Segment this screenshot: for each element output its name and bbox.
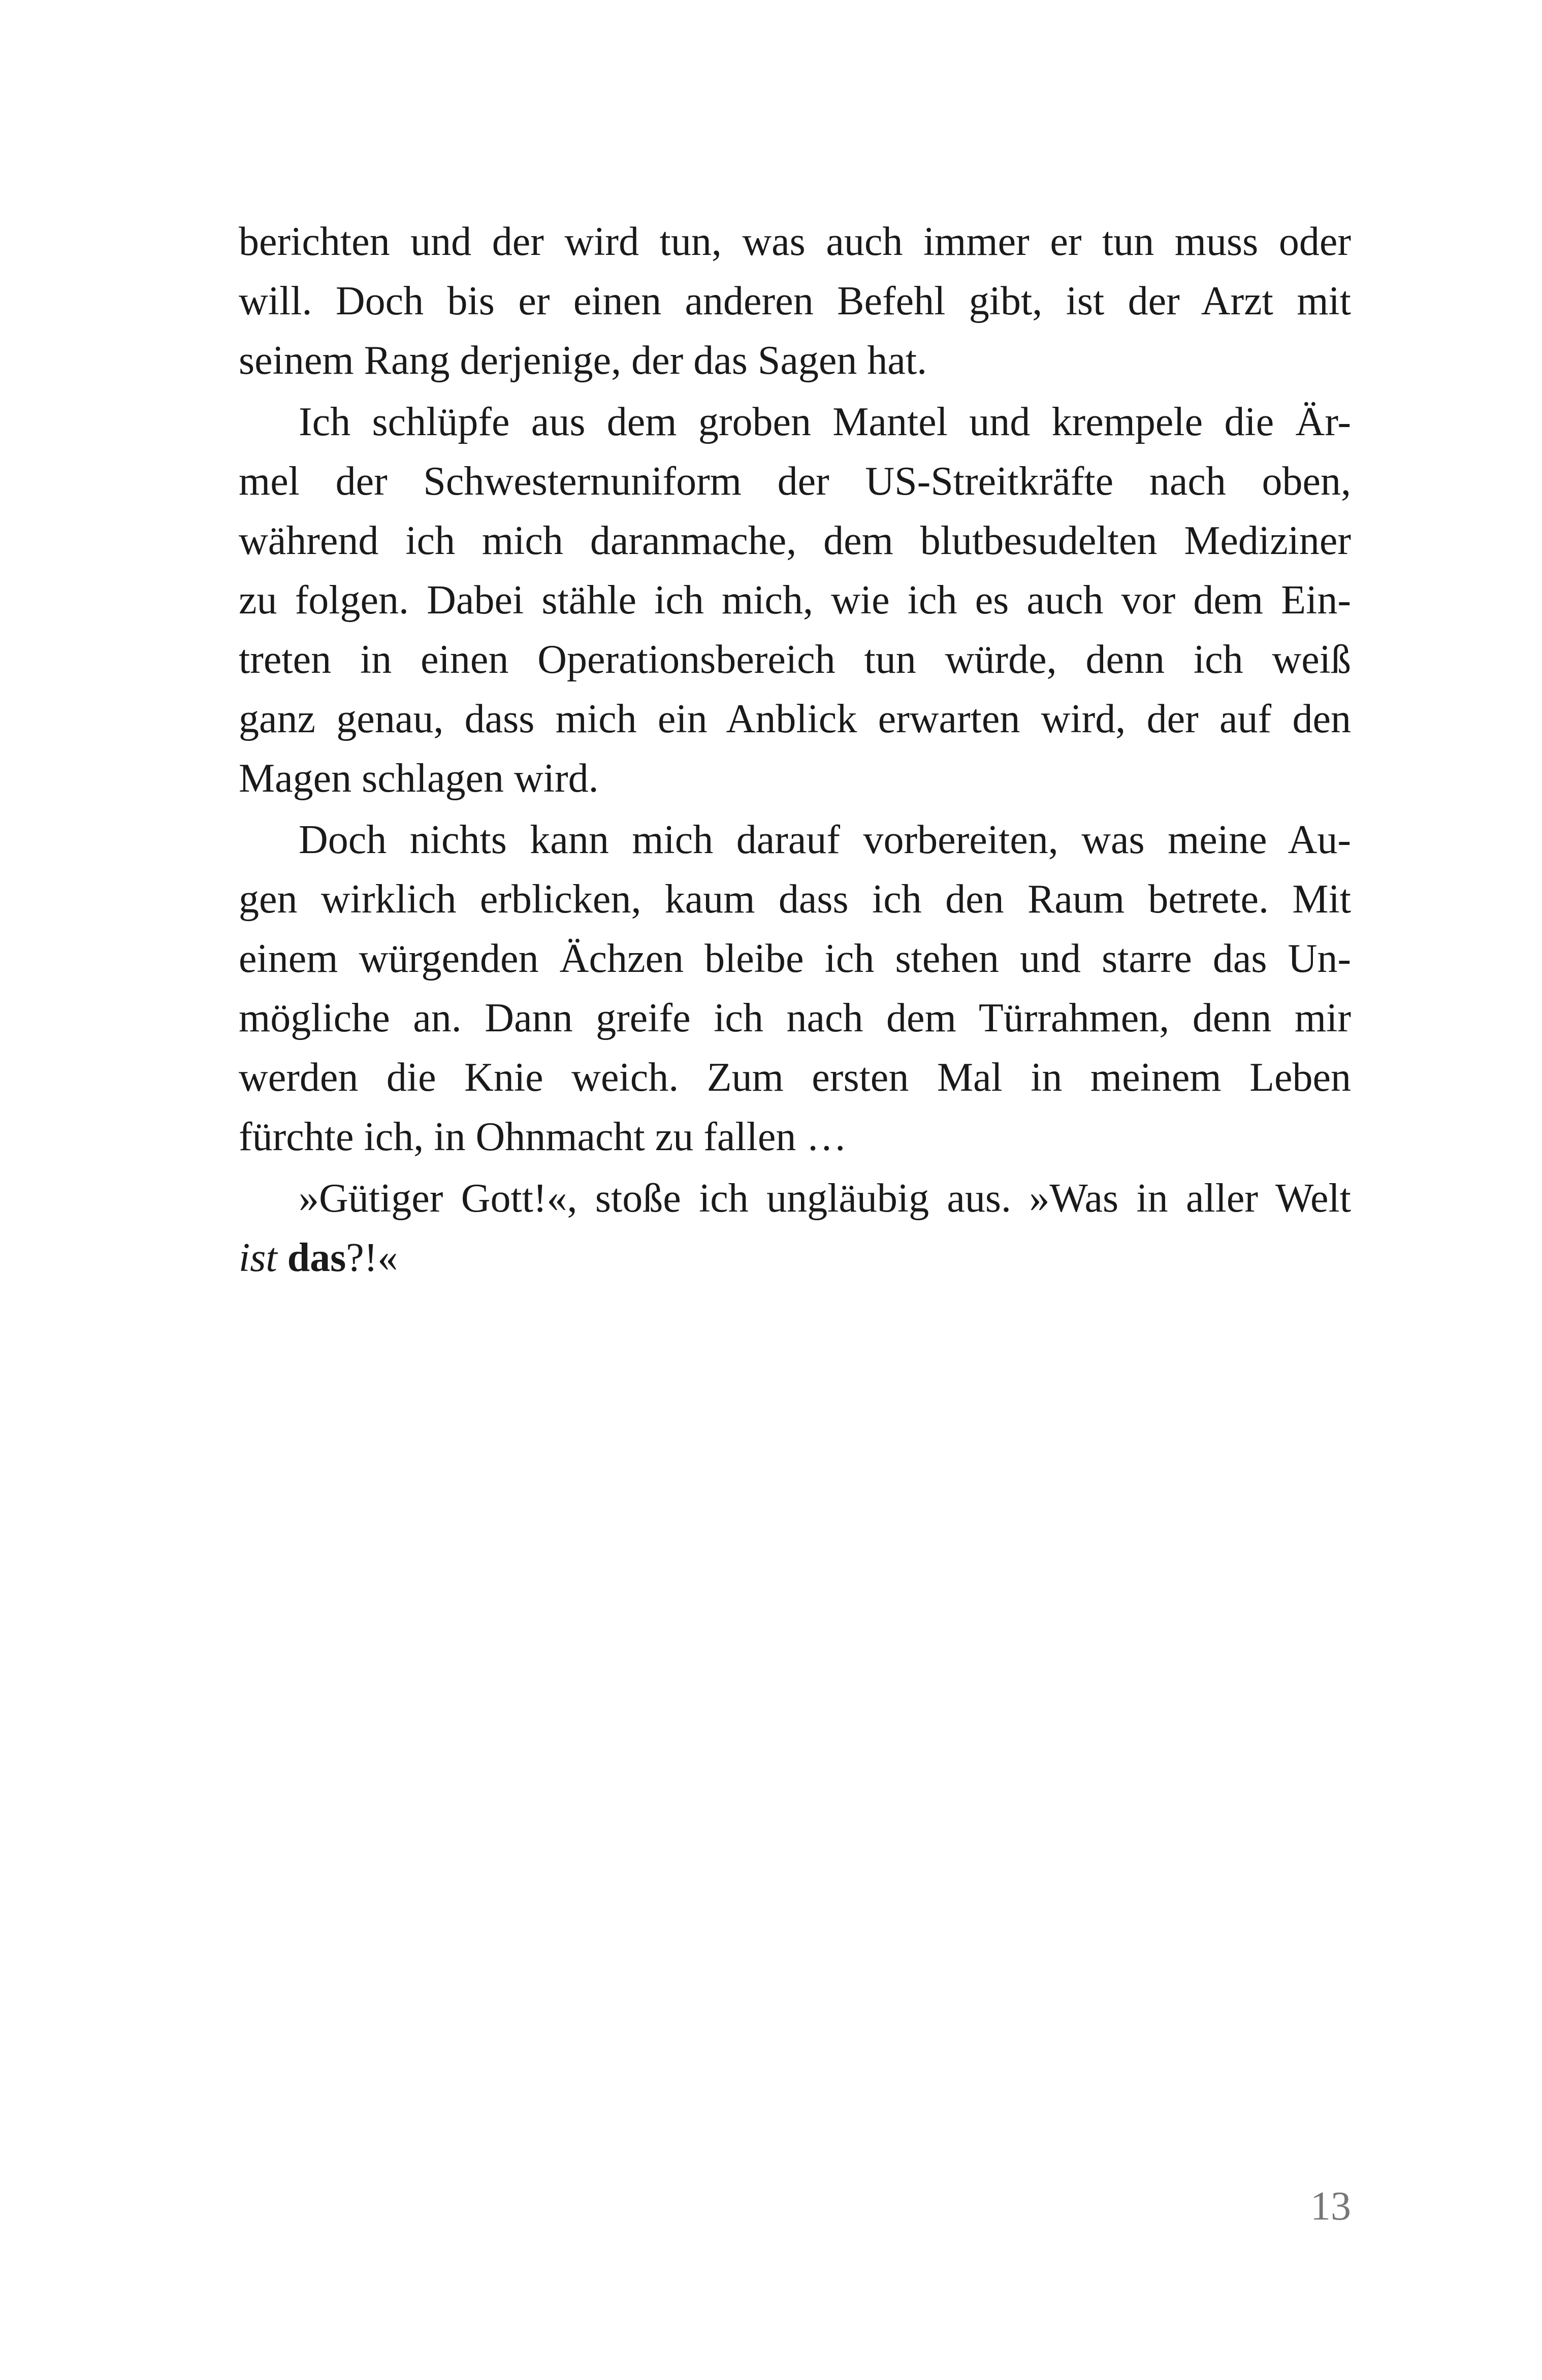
- text-line: Magen schlagen wird.: [239, 756, 599, 801]
- text-line: mel der Schwesternuniform der US-Streitkräfte nach oben,: [239, 459, 1351, 504]
- text-line: ganz genau, dass mich ein Anblick erwarten wird, der auf den: [239, 697, 1351, 741]
- text-line: während ich mich daranmache, dem blutbesudelten Mediziner: [239, 518, 1351, 563]
- paragraph-3: [239, 810, 1351, 1167]
- text-line: ist das?!«: [239, 1235, 398, 1280]
- text-line: seinem Rang derjenige, der das Sagen hat.: [239, 338, 927, 383]
- emphasis-bold: das: [287, 1235, 346, 1280]
- text-line: mögliche an. Dann greife ich nach dem Türrahmen, denn mir: [239, 996, 1351, 1040]
- text-line: Ich schlüpfe aus dem groben Mantel und krempele die Är-: [299, 400, 1351, 444]
- text-line: gen wirklich erblicken, kaum dass ich den Raum betrete. Mit: [239, 877, 1351, 922]
- page-number: 13: [1310, 2184, 1351, 2229]
- paragraph-2: [239, 393, 1351, 808]
- text-line: Doch nichts kann mich darauf vorbereiten, was meine Au-: [299, 818, 1351, 862]
- text-line: berichten und der wird tun, was auch immer er tun muss oder: [239, 219, 1351, 264]
- paragraph-4: [239, 1169, 1351, 1288]
- emphasis-italic: ist: [239, 1235, 277, 1280]
- text-line: zu folgen. Dabei stähle ich mich, wie ich es auch vor dem Ein-: [239, 578, 1351, 623]
- body-text: [239, 212, 1351, 1288]
- text-line: »Gütiger Gott!«, stoße ich ungläubig aus. »Was in aller Welt: [299, 1176, 1351, 1221]
- paragraph-1: [239, 212, 1351, 390]
- text-line: will. Doch bis er einen anderen Befehl gibt, ist der Arzt mit: [239, 279, 1351, 323]
- text-line: treten in einen Operationsbereich tun würde, denn ich weiß: [239, 637, 1351, 682]
- text-line: werden die Knie weich. Zum ersten Mal in meinem Leben: [239, 1055, 1351, 1100]
- text-line: fürchte ich, in Ohnmacht zu fallen …: [239, 1115, 847, 1159]
- text-line: einem würgenden Ächzen bleibe ich stehen und starre das Un-: [239, 936, 1351, 981]
